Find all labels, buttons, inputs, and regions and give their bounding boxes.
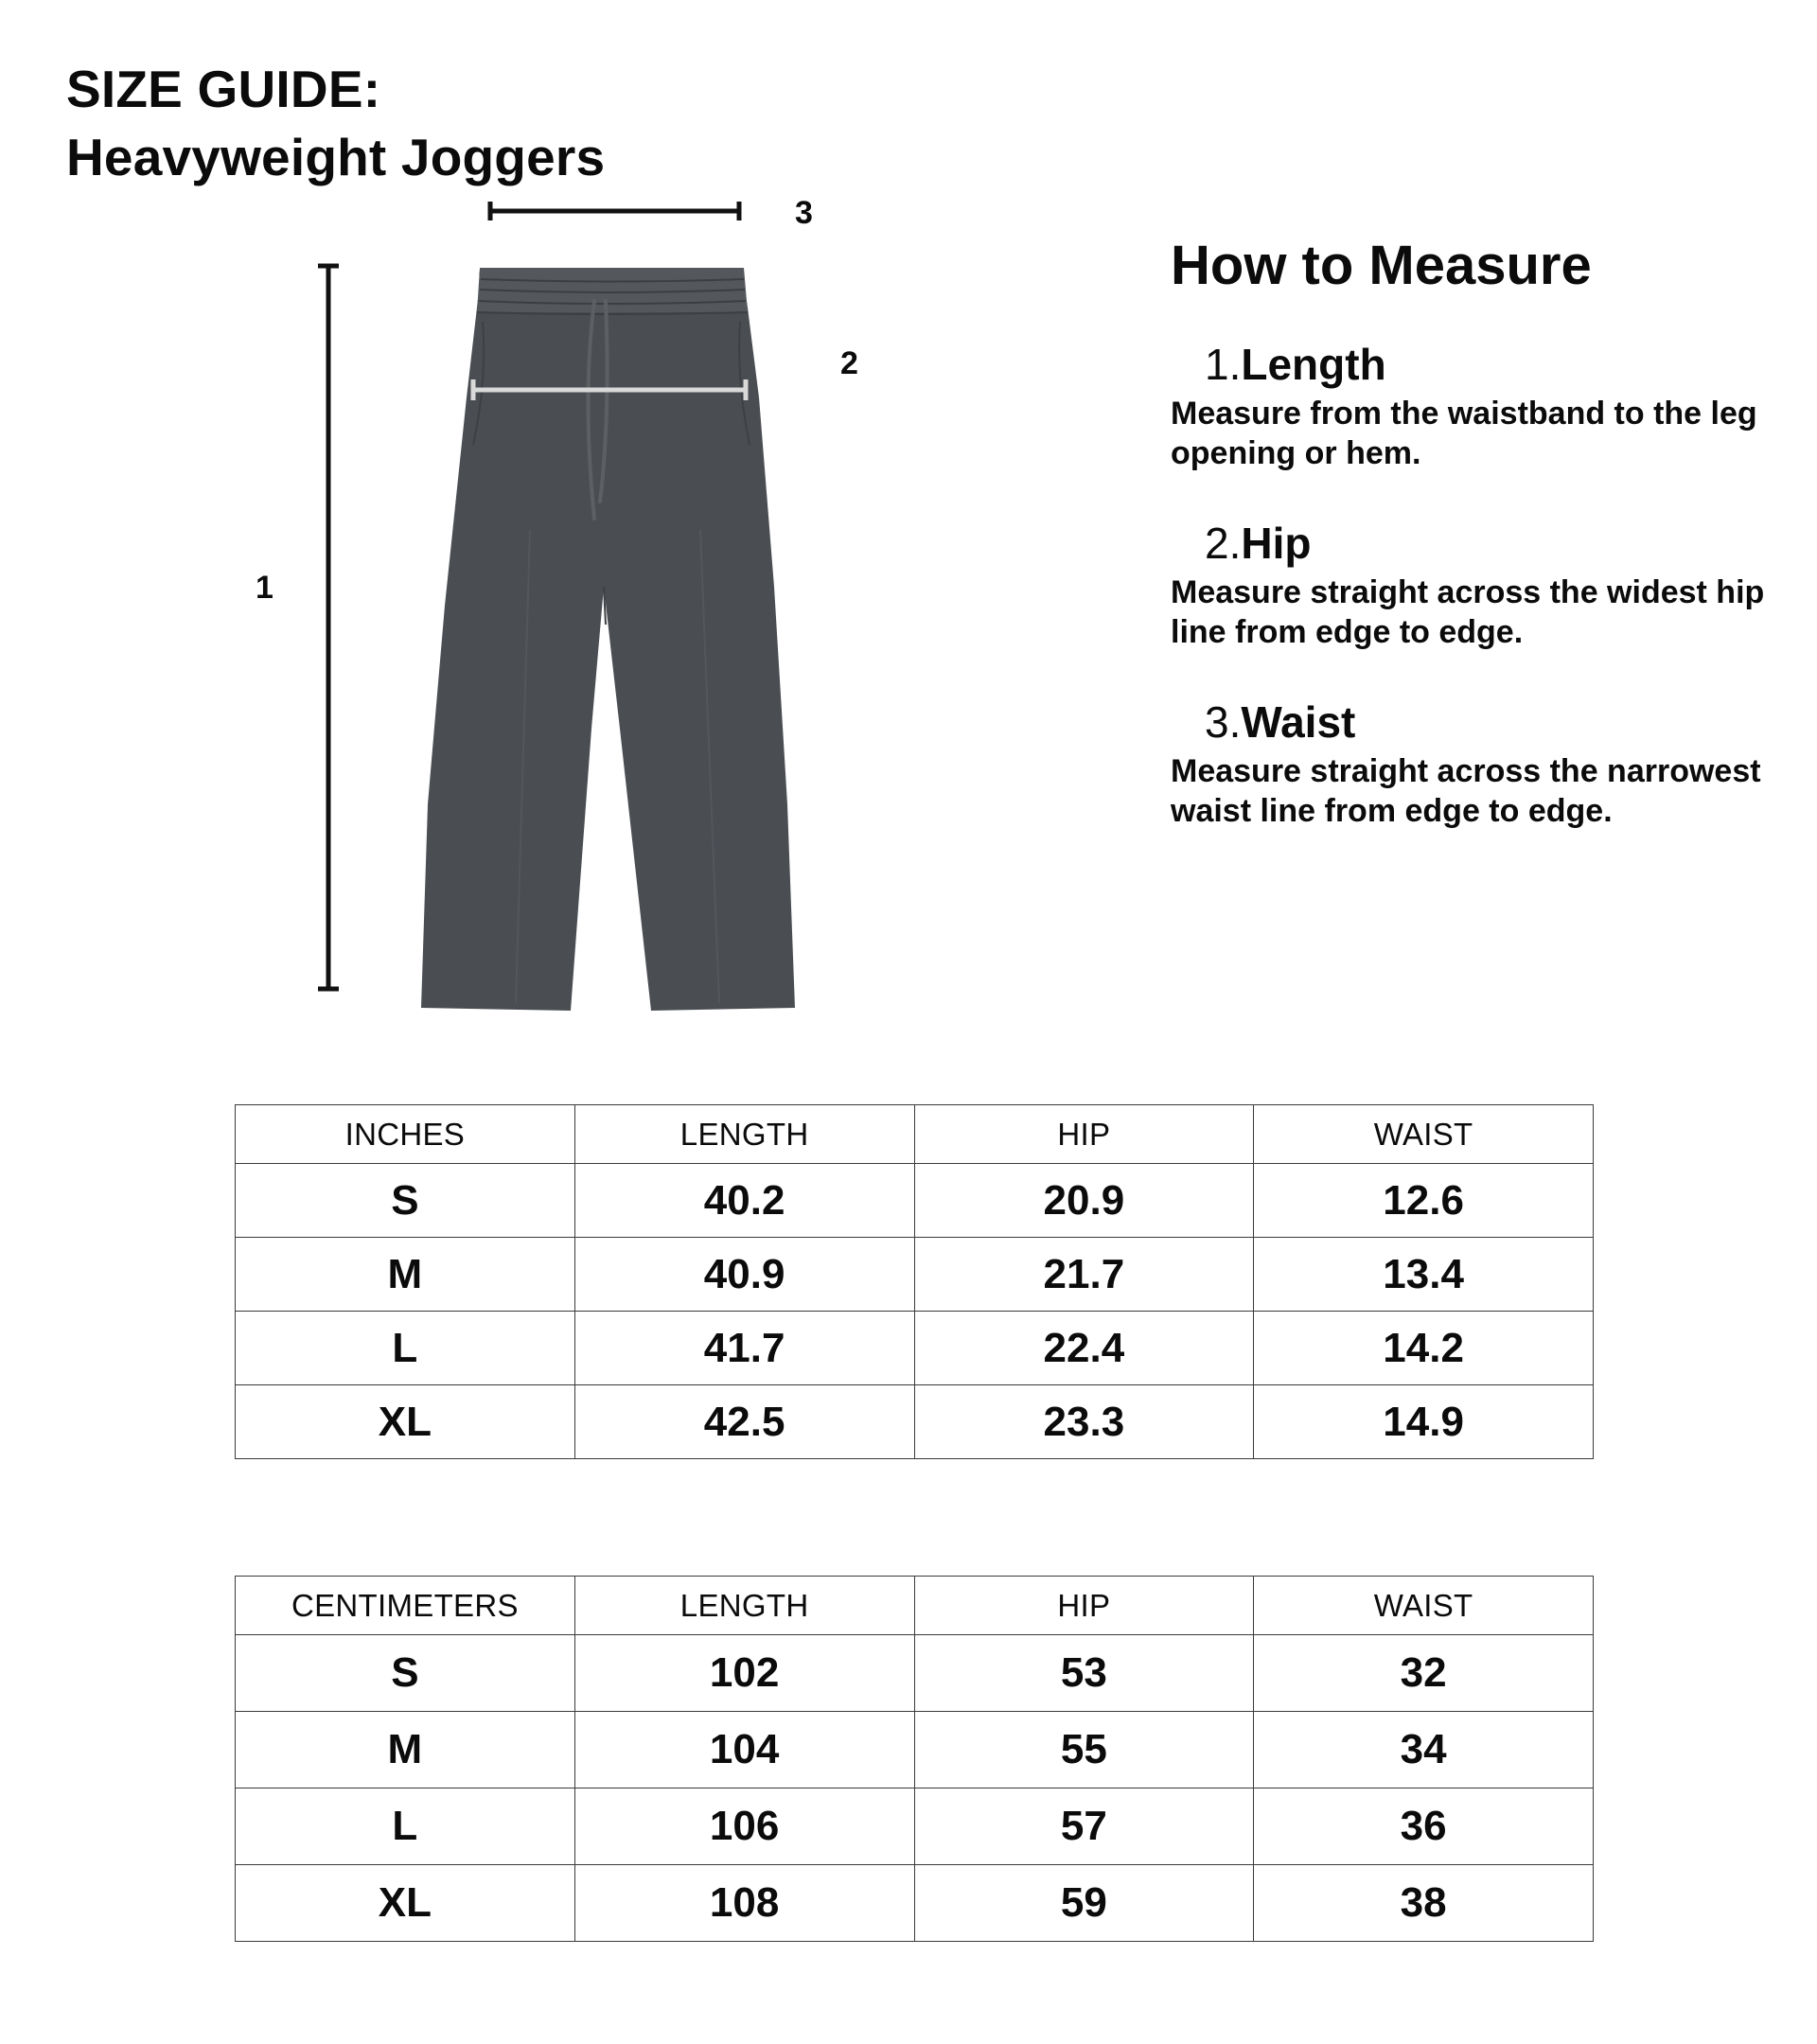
size-cell: L [236,1312,575,1385]
header-cell: WAIST [1254,1105,1594,1164]
step-title: Waist [1241,697,1356,747]
step-waist [1171,695,1776,831]
measurement-diagram [0,0,946,1041]
header-cell: HIP [914,1577,1254,1635]
size-cell: S [236,1164,575,1238]
waist-cell: 38 [1254,1865,1594,1942]
title-line-2: Heavyweight Joggers [66,128,606,186]
hip-cell: 22.4 [914,1312,1254,1385]
step-description: Measure straight across the narrowest waist line from edge to edge. [1171,753,1761,829]
size-cell: XL [236,1865,575,1942]
table-row [236,1385,1594,1459]
step-title: Length [1241,340,1386,389]
how-to-measure-title: How to Measure [1171,235,1592,296]
length-cell: 108 [574,1865,914,1942]
table-row [236,1788,1594,1865]
length-cell: 104 [574,1712,914,1788]
size-cell: XL [236,1385,575,1459]
header-cell: HIP [914,1105,1254,1164]
step-hip [1171,516,1776,652]
length-cell: 106 [574,1788,914,1865]
length-marker-label: 1 [256,570,273,606]
header-cell: LENGTH [574,1577,914,1635]
title-line-1: SIZE GUIDE: [66,60,381,118]
step-description: Measure from the waistband to the leg opening or hem. [1171,396,1757,471]
header-cell: LENGTH [574,1105,914,1164]
hip-cell: 20.9 [914,1164,1254,1238]
waist-guide-line [490,202,739,220]
waist-cell: 14.2 [1254,1312,1594,1385]
table-header-row [236,1105,1594,1164]
size-cell: S [236,1635,575,1712]
length-cell: 40.2 [574,1164,914,1238]
step-number: 1. [1205,340,1242,389]
hip-cell: 21.7 [914,1238,1254,1312]
step-length [1171,337,1776,473]
hip-cell: 53 [914,1635,1254,1712]
length-guide-line [318,266,339,989]
table-row [236,1865,1594,1942]
waist-cell: 36 [1254,1788,1594,1865]
step-title: Hip [1241,519,1312,568]
size-cell: M [236,1712,575,1788]
hip-marker-label: 2 [840,345,858,381]
table-row [236,1712,1594,1788]
waist-cell: 32 [1254,1635,1594,1712]
table-row [236,1635,1594,1712]
size-cell: M [236,1238,575,1312]
inches-size-table [235,1104,1594,1459]
header-cell: WAIST [1254,1577,1594,1635]
centimeters-size-table [235,1576,1594,1942]
waist-cell: 34 [1254,1712,1594,1788]
hip-cell: 57 [914,1788,1254,1865]
length-cell: 40.9 [574,1238,914,1312]
length-cell: 102 [574,1635,914,1712]
waist-cell: 14.9 [1254,1385,1594,1459]
length-cell: 42.5 [574,1385,914,1459]
joggers-garment [421,268,795,1011]
waist-cell: 13.4 [1254,1238,1594,1312]
hip-cell: 59 [914,1865,1254,1942]
table-row [236,1238,1594,1312]
waist-marker-label: 3 [795,195,813,231]
table-row [236,1312,1594,1385]
hip-cell: 23.3 [914,1385,1254,1459]
waist-cell: 12.6 [1254,1164,1594,1238]
hip-cell: 55 [914,1712,1254,1788]
table-row [236,1164,1594,1238]
step-number: 2. [1205,519,1242,568]
step-description: Measure straight across the widest hip line from edge to edge. [1171,574,1765,650]
header-cell: CENTIMETERS [236,1577,575,1635]
joggers-illustration [0,0,946,1041]
length-cell: 41.7 [574,1312,914,1385]
step-number: 3. [1205,697,1242,747]
size-cell: L [236,1788,575,1865]
header-cell: INCHES [236,1105,575,1164]
how-to-measure-section [1171,235,1776,873]
table-header-row [236,1577,1594,1635]
